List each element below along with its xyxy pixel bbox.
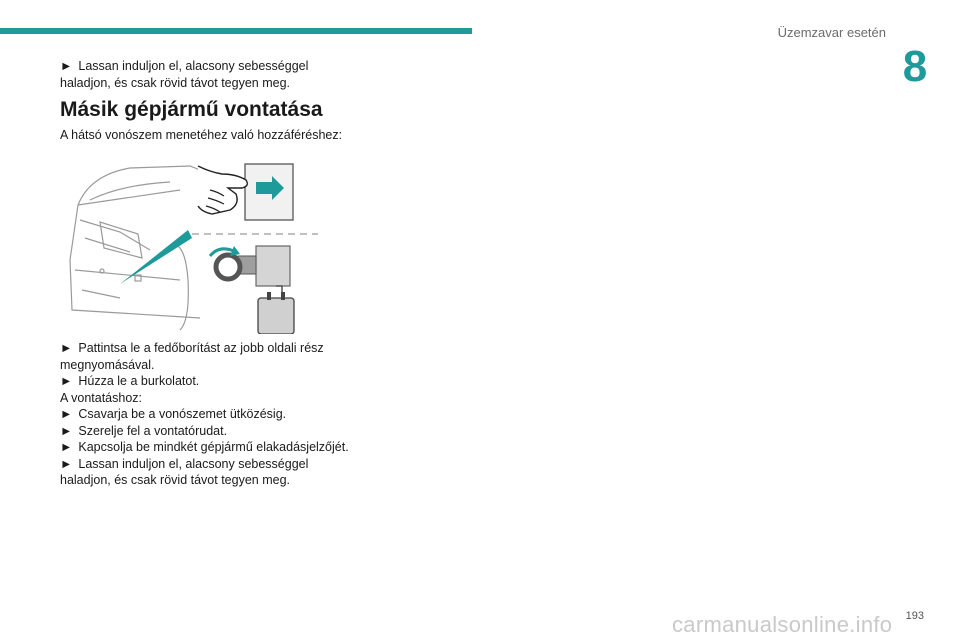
chapter-number: 8 xyxy=(902,42,928,91)
bullet-arrow-icon: ► xyxy=(60,341,73,355)
watermark: carmanualsonline.info xyxy=(672,612,893,637)
towing-eye-illustration-icon xyxy=(60,160,318,334)
section-title-header: Üzemzavar esetén xyxy=(777,25,886,40)
access-step: ► Pattintsa le a fedőborítást az jobb oldali rész megnyomásával. xyxy=(60,341,324,372)
towing-step: ► Lassan induljon el, alacsony sebességgel haladjon, és csak rövid távot tegyen meg. xyxy=(60,456,309,487)
section-intro-text: A hátsó vonószem menetéhez való hozzáféréshez: xyxy=(60,128,343,142)
bullet-arrow-icon: ► xyxy=(60,456,73,471)
section-heading: Másik gépjármű vontatása xyxy=(60,98,323,121)
towing-eye-illustration xyxy=(60,160,318,334)
section-intro xyxy=(60,127,360,144)
towing-step: ► Szerelje fel a vontatórudat. xyxy=(60,423,228,438)
bullet-arrow-icon: ► xyxy=(60,374,73,388)
bullet-arrow-icon: ► xyxy=(60,59,73,73)
bullet-arrow-icon: ► xyxy=(60,407,73,421)
towing-label: A vontatáshoz: xyxy=(60,390,143,405)
bullet-arrow-icon: ► xyxy=(60,440,73,454)
towing-step: ► Kapcsolja be mindkét gépjármű elakadásjelzőjét. xyxy=(60,440,349,454)
intro-text: Lassan induljon el, alacsony sebességgel haladjon, és csak rövid távot tegyen meg. xyxy=(60,59,309,90)
instructions-block xyxy=(60,340,360,489)
header-accent-bar xyxy=(0,28,472,34)
intro-paragraph xyxy=(60,58,360,91)
page-number: 193 xyxy=(905,610,924,622)
bullet-arrow-icon: ► xyxy=(60,423,73,438)
access-step: ► Húzza le a burkolatot. xyxy=(60,374,200,388)
towing-step: ► Csavarja be a vonószemet ütközésig. xyxy=(60,407,287,421)
